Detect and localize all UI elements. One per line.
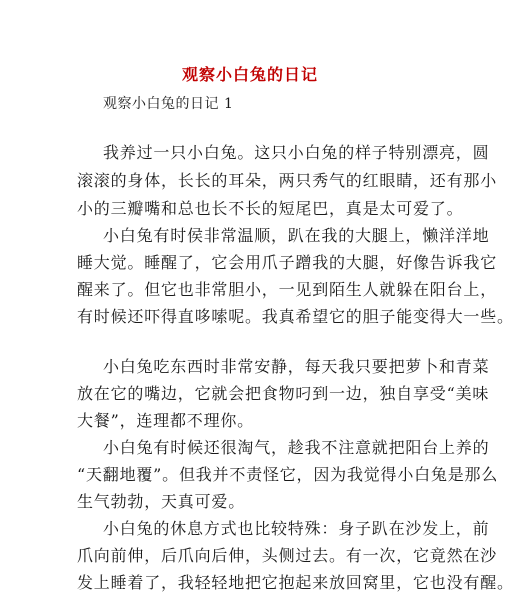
text-line: 睡大觉。睡醒了，它会用爪子蹭我的大腿，好像告诉我它 — [77, 253, 498, 272]
text-line: 小的三瓣嘴和总也长不长的短尾巴，真是太可爱了。 — [77, 199, 464, 218]
text-line: 醒来了。但它也非常胆小，一见到陌生人就躲在阳台上， — [77, 280, 498, 299]
document-title: 观察小白兔的日记 — [181, 65, 318, 84]
text-line: 滚滚的身体，长长的耳朵，两只秀气的红眼睛，还有那小 — [77, 171, 498, 190]
text-line: 我养过一只小白兔。这只小白兔的样子特别漂亮，圆 — [103, 143, 490, 162]
text-line: 小白兔的休息方式也比较特殊：身子趴在沙发上，前 — [103, 519, 490, 538]
text-line: 有时候还吓得直哆嗦呢。我真希望它的胆子能变得大一些。 — [77, 307, 514, 326]
text-line: 生气勃勃，天真可爱。 — [77, 492, 246, 511]
text-line: “天翻地覆”。但我并不责怪它，因为我觉得小白兔是那么 — [77, 465, 499, 484]
text-line: 发上睡着了，我轻轻地把它抱起来放回窝里，它也没有醒。 — [77, 573, 514, 592]
text-line: 小白兔有时候还很淘气，趁我不注意就把阳台上养的 — [103, 438, 490, 457]
text-line: 爪向前伸，后爪向后伸，头侧过去。有一次，它竟然在沙 — [77, 546, 498, 565]
text-line: 放在它的嘴边，它就会把食物叼到一边，独自享受“美味 — [77, 384, 490, 403]
text-line: 大餐”，连理都不理你。 — [77, 411, 254, 430]
document-subtitle: 观察小白兔的日记 1 — [103, 96, 234, 112]
text-line: 小白兔吃东西时非常安静，每天我只要把萝卜和青菜 — [103, 357, 490, 376]
text-line: 小白兔有时侯非常温顺，趴在我的大腿上，懒洋洋地 — [103, 226, 490, 245]
